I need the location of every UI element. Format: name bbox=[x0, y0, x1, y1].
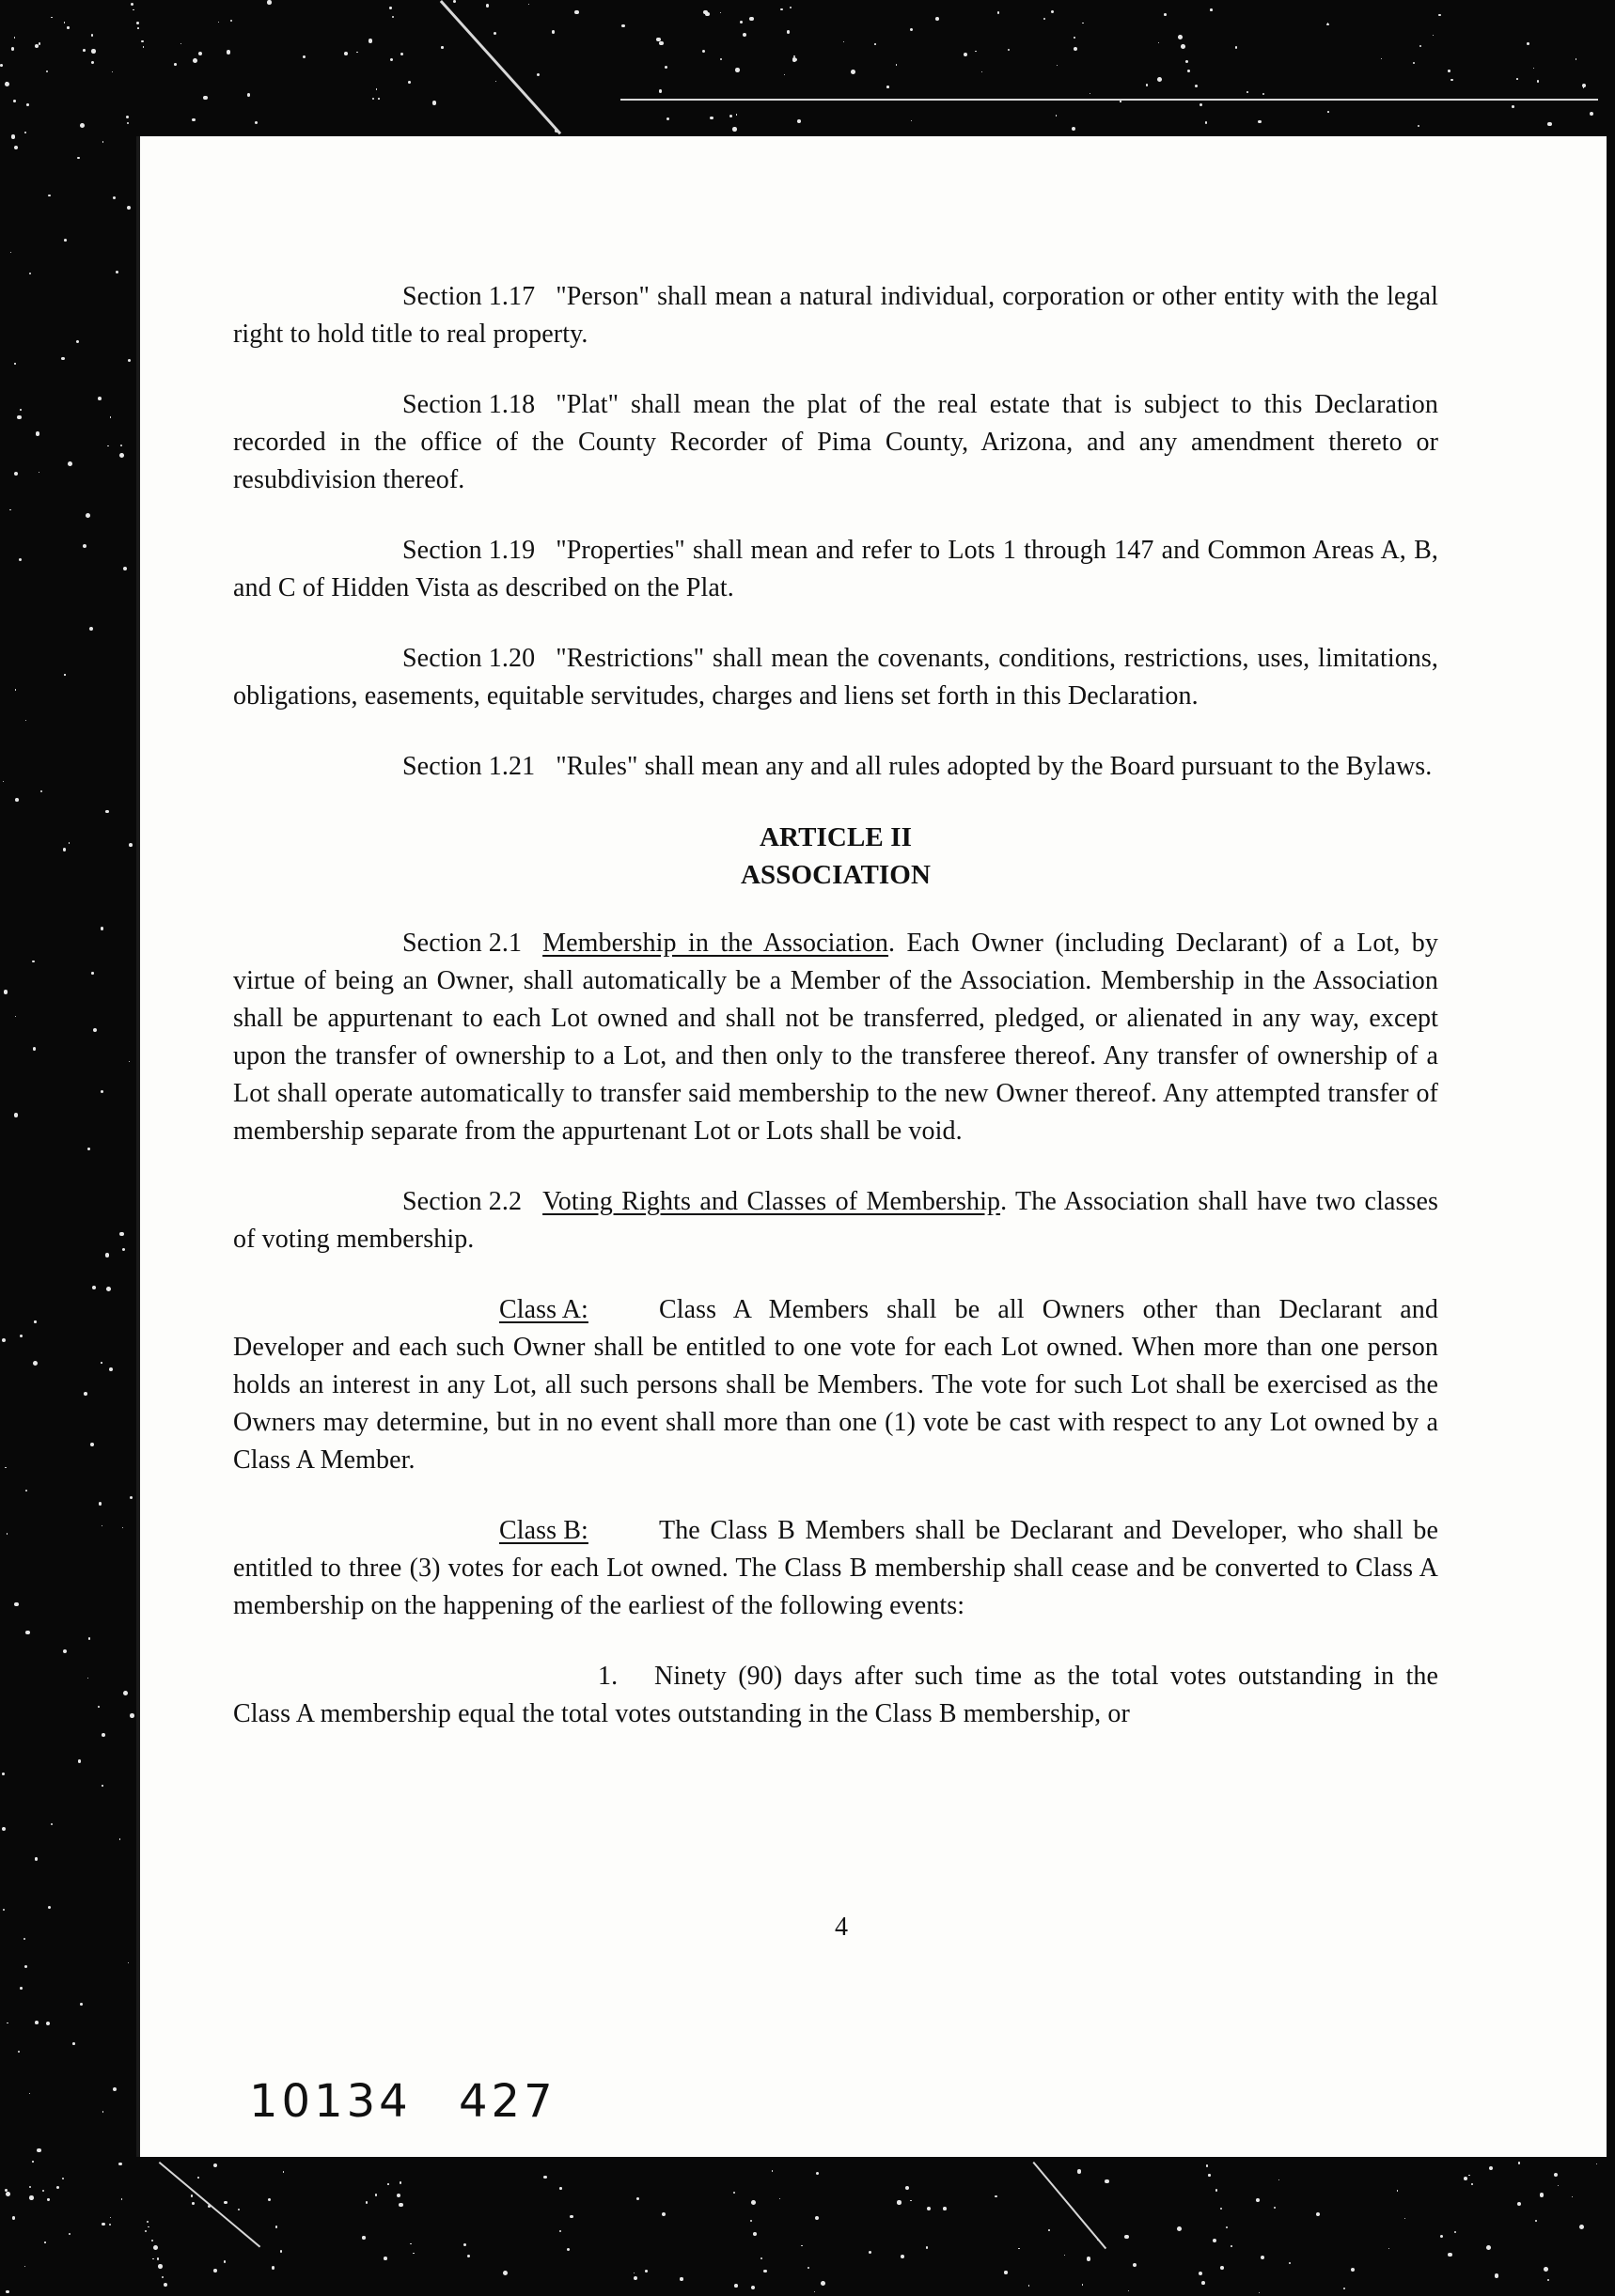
scan-speck bbox=[1185, 60, 1188, 63]
scan-speck bbox=[659, 41, 663, 45]
scan-speck bbox=[1210, 8, 1213, 11]
scan-speck bbox=[145, 2230, 147, 2232]
scan-speck bbox=[559, 2230, 561, 2232]
scan-speck bbox=[1535, 2220, 1537, 2222]
scan-speck bbox=[4, 990, 8, 993]
section-text: "Rules" shall mean any and all rules adopted by the Board pursuant to the Bylaws. bbox=[556, 752, 1433, 781]
scan-speck bbox=[1064, 2255, 1065, 2256]
scan-speck bbox=[886, 86, 889, 88]
scan-speck bbox=[1195, 85, 1198, 87]
scan-speck bbox=[797, 119, 801, 123]
scan-speck bbox=[61, 357, 64, 360]
scan-speck bbox=[24, 2266, 25, 2267]
scan-speck bbox=[574, 10, 579, 15]
scan-speck bbox=[874, 43, 876, 45]
scan-speck bbox=[15, 1016, 16, 1017]
scan-speck bbox=[372, 98, 374, 100]
scan-speck bbox=[40, 790, 42, 792]
scan-speck bbox=[1547, 2279, 1549, 2281]
scan-speck bbox=[116, 271, 118, 273]
scan-speck bbox=[68, 461, 72, 466]
scan-speck bbox=[821, 2281, 825, 2286]
recording-stamp-page: 427 bbox=[459, 2075, 557, 2128]
scan-speck bbox=[34, 1320, 36, 1322]
scan-speck bbox=[35, 2021, 39, 2024]
numbered-item-1 bbox=[233, 1658, 1438, 1733]
scan-speck bbox=[1077, 2169, 1082, 2174]
scan-speck bbox=[390, 58, 393, 61]
scan-speck bbox=[91, 972, 93, 974]
scan-speck bbox=[376, 88, 378, 90]
scan-speck bbox=[1464, 2177, 1467, 2180]
scan-speck bbox=[93, 1028, 97, 1032]
scan-speck bbox=[1544, 2267, 1548, 2272]
scan-speck bbox=[98, 397, 102, 400]
scan-speck bbox=[87, 1678, 88, 1679]
section-1-17 bbox=[233, 278, 1438, 353]
section-number: Section 1.17 bbox=[402, 282, 536, 311]
scan-speck bbox=[2, 1773, 5, 1775]
scan-speck bbox=[387, 2183, 389, 2185]
scan-speck bbox=[230, 20, 232, 22]
scan-speck bbox=[247, 93, 251, 97]
scan-speck bbox=[224, 2260, 226, 2262]
scan-speck bbox=[84, 1392, 87, 1396]
scan-speck bbox=[1433, 35, 1434, 36]
scan-speck bbox=[102, 1785, 103, 1787]
page-number: 4 bbox=[835, 1913, 848, 1942]
scan-speck bbox=[26, 103, 29, 106]
scan-speck bbox=[1181, 44, 1185, 49]
scan-speck bbox=[751, 2200, 756, 2205]
scan-speck bbox=[413, 2253, 414, 2254]
scan-speck bbox=[13, 100, 16, 102]
scan-speck bbox=[1527, 42, 1529, 45]
scan-speck bbox=[537, 73, 540, 76]
scan-speck bbox=[463, 2243, 466, 2246]
section-text: . Each Owner (including Declarant) of a Lot, by virtue of being an Owner, shall automatically be a Member of the Association. Membership in the Association shall be appurtenant to each Lot owned and shall not be transferred, pledged, or alienated in any way, except upon the transfer of ownership to a Lot, and then only to the transferee thereof. Any transfer of ownership of a Lot shall operate automatically to transfer said membership to the new Owner thereof. Any attempted transfer of membership separate from the appurtenant Lot or Lots shall be void. bbox=[233, 929, 1438, 1146]
scan-speck bbox=[467, 2255, 470, 2257]
scan-speck bbox=[32, 2161, 34, 2163]
scan-speck bbox=[153, 2245, 158, 2250]
scan-speck bbox=[543, 2176, 547, 2179]
section-text: "Properties" shall mean and refer to Lots 1 through 147 and Common Areas A, B, and C of Hidden Vista as described on the Plat. bbox=[233, 536, 1438, 602]
scan-speck bbox=[137, 27, 139, 29]
scan-speck bbox=[92, 1286, 96, 1289]
section-heading: Voting Rights and Classes of Membership bbox=[542, 1187, 1001, 1216]
scan-speck bbox=[1516, 78, 1518, 80]
recording-stamp-book: 10134 bbox=[249, 2075, 412, 2128]
scan-speck bbox=[1146, 84, 1148, 86]
scan-speck bbox=[83, 49, 86, 52]
section-number: Section 1.21 bbox=[402, 752, 536, 781]
scan-speck bbox=[1087, 2257, 1091, 2261]
scan-speck bbox=[503, 2271, 508, 2275]
scan-speck bbox=[51, 1823, 53, 1825]
section-text: "Person" shall mean a natural individual, corporation or other entity with the legal right to hold title to real property. bbox=[233, 282, 1438, 349]
scan-speck bbox=[1004, 2271, 1007, 2273]
section-number: Section 1.20 bbox=[402, 644, 536, 673]
document-body bbox=[233, 278, 1438, 1766]
section-1-19 bbox=[233, 532, 1438, 607]
scan-speck bbox=[25, 1490, 27, 1492]
section-text: "Restrictions" shall mean the covenants, conditions, restrictions, uses, limitations, obligations, easements, equitable servitudes, charges and liens set forth in this Declaration. bbox=[233, 644, 1438, 711]
section-text: "Plat" shall mean the plat of the real estate that is subject to this Declaration recorded in the office of the County Recorder of Pima County, Arizona, and any amendment thereto or resubdivision thereof. bbox=[233, 390, 1438, 494]
scan-speck bbox=[1518, 2162, 1520, 2163]
scan-speck bbox=[130, 1713, 134, 1718]
scan-speck bbox=[67, 26, 69, 28]
scan-speck bbox=[136, 22, 139, 24]
scan-speck bbox=[91, 49, 96, 54]
scan-speck bbox=[1213, 2239, 1216, 2242]
scan-speck bbox=[90, 1443, 94, 1446]
scan-speck bbox=[6, 2192, 10, 2196]
scan-speck bbox=[1128, 2290, 1129, 2291]
article-subtitle: ASSOCIATION bbox=[740, 860, 931, 890]
scan-speck bbox=[749, 17, 753, 21]
scan-speck bbox=[1206, 2164, 1208, 2166]
scan-speck bbox=[1164, 13, 1167, 16]
scan-speck bbox=[32, 961, 34, 962]
scan-speck bbox=[109, 2224, 111, 2226]
scan-speck bbox=[192, 2202, 195, 2205]
scan-speck bbox=[1220, 2266, 1224, 2270]
scan-speck bbox=[25, 1631, 30, 1635]
scan-speck bbox=[107, 445, 108, 446]
scan-speck bbox=[760, 2257, 762, 2259]
scan-speck bbox=[720, 58, 722, 60]
scan-speck bbox=[198, 52, 202, 55]
scan-speck bbox=[851, 70, 855, 74]
scan-speck bbox=[158, 2264, 163, 2269]
scan-speck bbox=[20, 409, 22, 411]
scan-speck bbox=[77, 157, 79, 159]
scan-speck bbox=[129, 843, 133, 847]
scan-speck bbox=[736, 114, 737, 115]
scan-speck bbox=[64, 22, 66, 23]
scan-speck bbox=[101, 1362, 102, 1364]
scan-speck bbox=[12, 2216, 15, 2219]
scan-speck bbox=[441, 46, 443, 48]
scan-speck bbox=[56, 2186, 59, 2189]
section-2-2 bbox=[233, 1183, 1438, 1258]
scan-speck bbox=[227, 50, 231, 55]
scan-speck bbox=[1540, 2193, 1544, 2197]
scan-speck bbox=[389, 7, 391, 8]
scan-speck bbox=[213, 2269, 217, 2273]
scan-speck bbox=[787, 30, 791, 34]
scan-speck bbox=[1199, 103, 1202, 106]
scan-speck bbox=[1043, 18, 1045, 20]
scan-speck bbox=[753, 2232, 757, 2236]
scan-speck bbox=[119, 1838, 120, 1839]
item-number: 1. bbox=[598, 1662, 619, 1691]
scan-speck bbox=[1226, 2226, 1228, 2228]
scan-speck bbox=[11, 47, 14, 50]
scan-speck bbox=[17, 415, 21, 419]
section-number: Section 1.18 bbox=[402, 390, 536, 419]
scan-speck bbox=[1133, 2263, 1137, 2267]
scan-speck bbox=[763, 2270, 766, 2273]
scan-speck bbox=[1316, 2212, 1320, 2216]
scan-speck bbox=[48, 195, 51, 197]
section-number: Section 2.1 bbox=[402, 929, 523, 958]
scan-speck bbox=[1448, 70, 1450, 72]
scan-speck bbox=[1512, 105, 1514, 108]
scan-speck bbox=[203, 96, 207, 100]
scan-speck bbox=[1388, 2248, 1389, 2249]
scan-speck bbox=[1177, 2226, 1182, 2231]
scan-speck bbox=[710, 117, 713, 120]
scan-speck bbox=[1074, 37, 1075, 39]
scan-speck bbox=[109, 1367, 113, 1371]
scan-speck bbox=[559, 2187, 561, 2189]
scan-speck bbox=[432, 101, 436, 104]
scan-speck bbox=[303, 55, 306, 58]
scan-speck bbox=[1547, 122, 1551, 126]
scan-speck bbox=[1201, 2281, 1205, 2285]
scan-speck bbox=[29, 2186, 31, 2188]
scan-speck bbox=[224, 2201, 227, 2205]
scan-speck bbox=[86, 513, 90, 518]
section-number: Section 2.2 bbox=[402, 1187, 523, 1216]
scan-speck bbox=[127, 206, 131, 210]
scan-speck bbox=[1495, 2273, 1499, 2278]
scan-speck bbox=[734, 2284, 738, 2288]
scan-speck bbox=[1258, 120, 1261, 123]
scan-speck bbox=[645, 2270, 648, 2273]
class-label: Class A: bbox=[499, 1295, 588, 1324]
scan-speck bbox=[1247, 91, 1248, 93]
scan-speck bbox=[1537, 80, 1539, 82]
scan-speck bbox=[356, 52, 357, 53]
scan-speck bbox=[72, 2042, 75, 2045]
scan-speck bbox=[64, 674, 65, 675]
scan-speck bbox=[113, 2087, 117, 2091]
scan-speck bbox=[174, 63, 177, 66]
scan-speck bbox=[680, 2277, 682, 2280]
scan-speck bbox=[118, 2163, 121, 2165]
scan-speck bbox=[384, 2257, 387, 2260]
scan-speck bbox=[897, 2200, 901, 2204]
scan-speck bbox=[1413, 62, 1415, 64]
scan-speck bbox=[486, 4, 489, 7]
scan-speck bbox=[869, 2251, 871, 2254]
scan-speck bbox=[99, 1502, 102, 1505]
scan-speck bbox=[88, 1637, 91, 1640]
scan-speck bbox=[128, 1962, 129, 1963]
scan-speck bbox=[46, 2022, 50, 2025]
scan-speck bbox=[33, 1047, 37, 1051]
section-number: Section 1.19 bbox=[402, 536, 536, 565]
scan-speck bbox=[793, 55, 795, 57]
scan-speck bbox=[1120, 101, 1121, 102]
scan-speck bbox=[98, 1706, 100, 1708]
scan-speck bbox=[1235, 46, 1237, 48]
scan-speck bbox=[1596, 2163, 1597, 2164]
scan-speck bbox=[101, 927, 103, 929]
scan-speck bbox=[24, 132, 26, 133]
article-heading bbox=[233, 819, 1438, 894]
scan-speck bbox=[64, 239, 67, 242]
scan-speck bbox=[14, 146, 18, 149]
scan-speck bbox=[42, 2190, 44, 2192]
scan-speck bbox=[1157, 77, 1162, 82]
scan-speck bbox=[1051, 10, 1054, 13]
scan-speck bbox=[901, 2255, 904, 2258]
scan-speck bbox=[740, 21, 743, 23]
scan-speck bbox=[15, 798, 19, 802]
scan-speck bbox=[157, 2257, 159, 2259]
scan-speck bbox=[926, 2246, 929, 2249]
scan-speck bbox=[44, 2241, 46, 2243]
class-b-paragraph bbox=[233, 1512, 1438, 1625]
section-text: . The Association shall have two classes of voting membership. bbox=[233, 1187, 1439, 1254]
scan-speck bbox=[1440, 2235, 1443, 2238]
scan-speck bbox=[735, 68, 740, 72]
scan-speck bbox=[1057, 65, 1058, 66]
scan-speck bbox=[102, 2111, 103, 2112]
scan-speck bbox=[14, 1113, 19, 1117]
scan-speck bbox=[29, 2195, 33, 2199]
scan-speck bbox=[378, 98, 380, 100]
scan-speck bbox=[37, 2148, 41, 2153]
scan-speck bbox=[732, 127, 737, 132]
scan-speck bbox=[123, 1691, 128, 1695]
class-a-paragraph bbox=[233, 1291, 1438, 1479]
scan-speck bbox=[102, 1733, 105, 1737]
class-text: Class A Members shall be all Owners other than Declarant and Developer and each such Owner shall be entitled to one vote for each Lot owned. When more than one person holds an interest in any Lot, all such persons shall be Members. The vote for such Lot shall be exercised as the Owners may determine, but in no event shall more than one (1) vote be cast with respect to any Lot owned by a Class A Member. bbox=[233, 1295, 1438, 1475]
scan-speck bbox=[1231, 2245, 1232, 2247]
scan-speck bbox=[18, 2051, 20, 2053]
scan-speck bbox=[35, 44, 39, 48]
article-title: ARTICLE II bbox=[760, 822, 912, 852]
scan-speck bbox=[1590, 112, 1593, 116]
scan-speck bbox=[119, 453, 124, 458]
section-1-20 bbox=[233, 640, 1438, 715]
scan-speck bbox=[14, 1602, 18, 1606]
scan-scratch bbox=[620, 99, 1598, 101]
scan-speck bbox=[1008, 49, 1010, 51]
scan-speck bbox=[408, 81, 411, 84]
section-1-18 bbox=[233, 386, 1438, 499]
scan-speck bbox=[24, 1965, 27, 1968]
scan-speck bbox=[975, 51, 976, 52]
class-text: The Class B Members shall be Declarant and Developer, who shall be entitled to three (3) votes for each Lot owned. The Class B membership shall cease and be converted to Class A membership on the happening of the earliest of the following events: bbox=[233, 1516, 1438, 1620]
section-heading: Membership in the Association bbox=[542, 929, 889, 958]
scan-speck bbox=[5, 82, 9, 86]
scan-speck bbox=[113, 196, 116, 199]
section-2-1 bbox=[233, 925, 1438, 1150]
scan-speck bbox=[943, 2207, 947, 2210]
scan-speck bbox=[815, 2216, 819, 2220]
scan-speck bbox=[80, 2003, 83, 2006]
scan-speck bbox=[570, 2215, 573, 2219]
scan-speck bbox=[784, 74, 785, 75]
section-1-21 bbox=[233, 748, 1438, 786]
scan-speck bbox=[268, 2198, 271, 2201]
scan-speck bbox=[368, 39, 372, 42]
scan-speck bbox=[15, 689, 16, 690]
scan-speck bbox=[751, 2286, 755, 2289]
scan-speck bbox=[801, 2245, 803, 2247]
scan-speck bbox=[19, 558, 22, 561]
item-text: Ninety (90) days after such time as the total votes outstanding in the Class A membership equal the total votes outstanding in the Class B membership, or bbox=[233, 1662, 1438, 1728]
scan-speck bbox=[119, 1232, 123, 1236]
scan-speck bbox=[2, 1338, 6, 1342]
scan-speck bbox=[29, 273, 31, 274]
scan-speck bbox=[11, 134, 16, 139]
scan-speck bbox=[152, 2258, 154, 2260]
scan-speck bbox=[344, 52, 348, 55]
scan-speck bbox=[1327, 111, 1329, 113]
scan-speck bbox=[1448, 2253, 1451, 2257]
scan-speck bbox=[1208, 2174, 1210, 2176]
scan-speck bbox=[1381, 58, 1382, 59]
scan-speck bbox=[121, 2198, 122, 2199]
class-label: Class B: bbox=[499, 1516, 588, 1545]
scan-speck bbox=[720, 12, 721, 13]
scan-speck bbox=[14, 363, 15, 364]
scan-speck bbox=[1256, 2198, 1260, 2202]
scan-speck bbox=[267, 0, 271, 4]
scan-speck bbox=[1215, 2189, 1217, 2191]
scan-speck bbox=[1105, 2179, 1108, 2183]
scan-speck bbox=[47, 2198, 49, 2200]
scan-speck bbox=[20, 1335, 23, 1337]
scan-speck bbox=[362, 2236, 365, 2239]
